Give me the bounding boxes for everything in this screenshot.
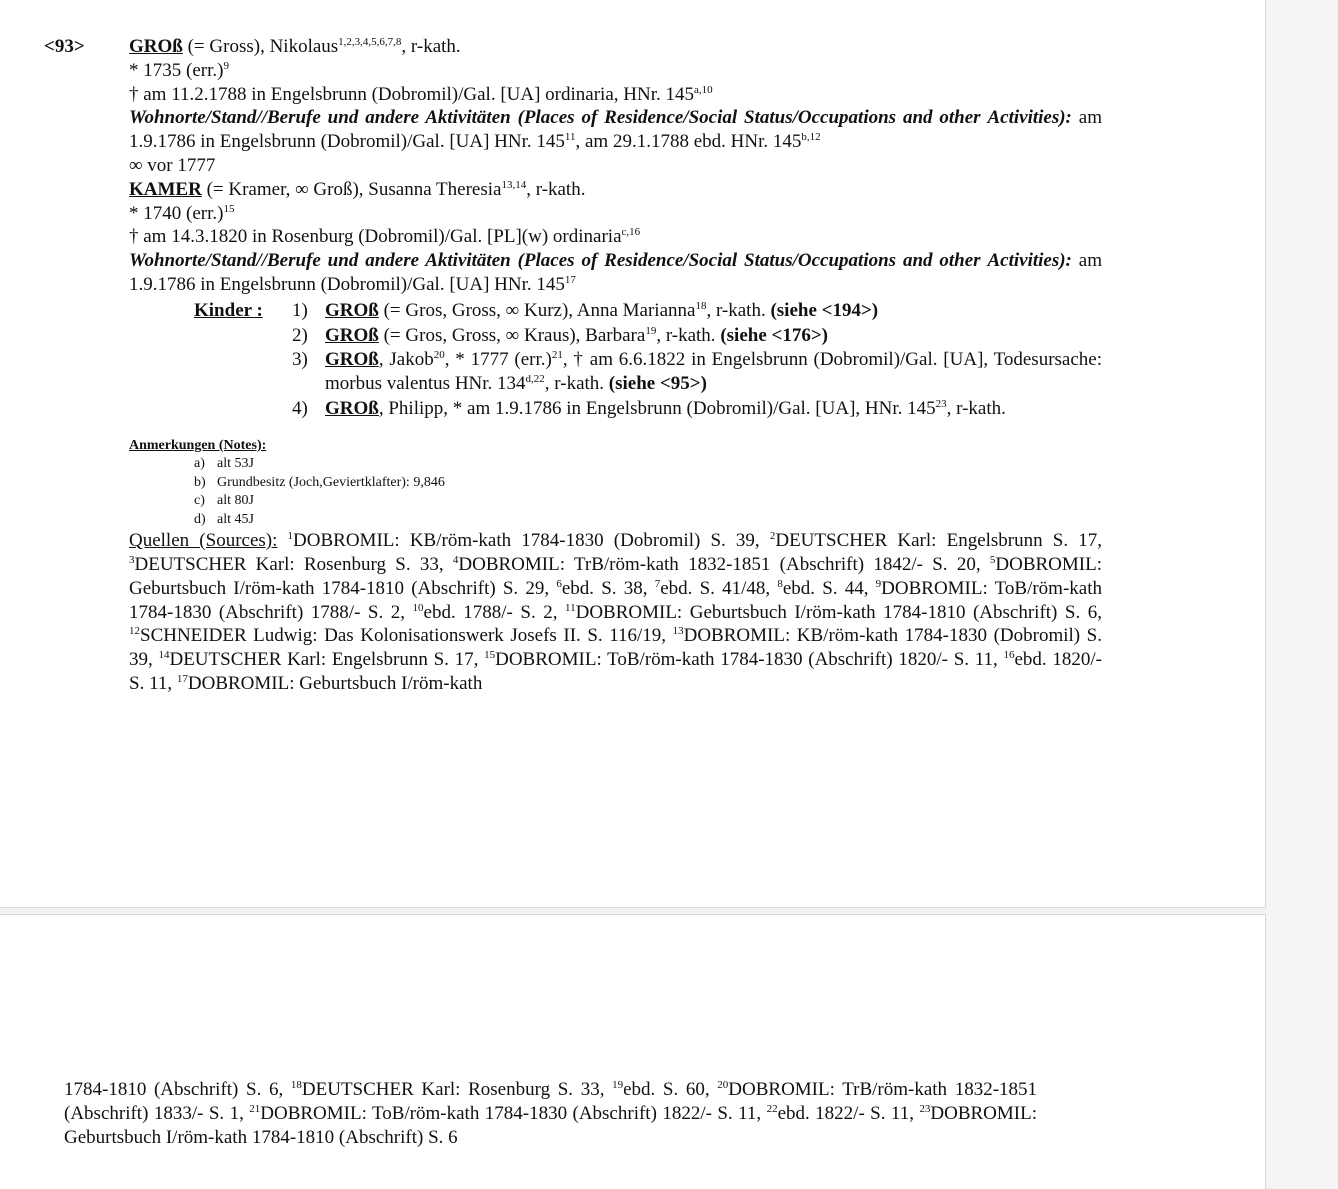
person1-birth-text: * 1735 (err.) [129, 59, 224, 81]
source-number: 19 [612, 1079, 624, 1091]
source-number: 15 [484, 649, 496, 662]
footnote-ref: 11 [564, 131, 576, 144]
person2-religion: , r-kath. [526, 178, 586, 200]
source-text: DOBROMIL: KB/röm-kath 1784-1830 (Dobromil) S. 39, [293, 530, 770, 552]
child-surname: GROß [325, 397, 379, 419]
source-number: 4 [452, 554, 459, 567]
source-number: 5 [989, 554, 996, 567]
source-number: 18 [290, 1079, 302, 1091]
person2-residence [129, 249, 1102, 297]
child-text: , † am 6.6.1822 in Engelsbrunn (Dobromil)/Gal. [UA], Todesursache: morbus valentus HNr. 134 [325, 349, 1103, 395]
source-text: ebd. 1822/- S. 11, [777, 1102, 920, 1124]
source-number: 7 [654, 577, 661, 590]
person2-death-text: † am 14.3.1820 in Rosenburg (Dobromil)/Gal. [PL](w) ordinaria [129, 226, 622, 248]
child-text: (= Gros, Gross, ∞ Kurz), Anna Marianna [378, 299, 696, 321]
person1-religion: , r-kath. [401, 36, 461, 57]
residence-heading: Wohnorte/Stand//Berufe und andere Aktivitäten (Places of Residence/Social Status/Occupations and other [129, 107, 981, 129]
footnote-ref: d,22 [525, 373, 545, 386]
notes-section [129, 437, 1102, 530]
person1-death-text: † am 11.2.1788 in Engelsbrunn (Dobromil)/Gal. [UA] ordinaria, HNr. 145 [129, 83, 694, 105]
cross-reference: (siehe <194>) [770, 299, 879, 321]
source-number: 16 [1003, 649, 1015, 662]
source-text: SCHNEIDER Ludwig: Das Kolonisationswerk Josefs II. S. 116/19, [140, 625, 673, 647]
person1-residence [129, 106, 1102, 154]
footnote-ref: 13,14 [501, 178, 527, 191]
residence-text: , am 29.1.1788 ebd. HNr. 145 [575, 131, 802, 153]
footnote-ref: a,10 [693, 83, 713, 96]
source-text: DOBROMIL: ToB/röm-kath 1784-1830 (Abschrift) 1788/- S. 2, [129, 577, 1103, 623]
child-number: 3) [292, 349, 308, 371]
source-number: 14 [158, 649, 170, 662]
person2-birth [129, 202, 1102, 226]
child-number: 2) [292, 324, 308, 346]
residence-heading: Wohnorte/Stand//Berufe und andere Aktivitäten (Places of Residence/Social Status/Occupations and other [129, 250, 981, 272]
source-number: 13 [672, 625, 684, 638]
source-text: DEUTSCHER Karl: Rosenburg S. 33, [134, 554, 453, 576]
child-entry [129, 397, 1102, 421]
note-item [129, 492, 1102, 511]
note-item [129, 474, 1102, 493]
source-number: 10 [412, 601, 424, 614]
source-text: ebd. S. 38, [561, 577, 655, 599]
note-label: d) [194, 511, 206, 527]
child-number: 1) [292, 299, 308, 321]
source-text: DOBROMIL: TrB/röm-kath 1832-1851 (Abschrift) 1833/- S. 1, [64, 1079, 1038, 1124]
source-text: DOBROMIL: KB/röm-kath 1784-1830 (Dobromil) S. 39, [129, 625, 1102, 671]
note-item [129, 511, 1102, 530]
source-number: 2 [769, 530, 776, 543]
person2-surname: KAMER [129, 178, 202, 200]
side-panel [1266, 0, 1338, 1188]
footnote-ref: 15 [223, 202, 235, 215]
source-text: DOBROMIL: Geburtsbuch I/röm-kath 1784-1810 (Abschrift) S. 29, [129, 554, 1102, 599]
note-text: alt 45J [217, 511, 254, 527]
person1-birth [129, 59, 1102, 83]
source-number: 9 [875, 577, 882, 590]
source-number: 22 [766, 1102, 778, 1115]
footnote-ref: 18 [695, 299, 707, 312]
person2-death [129, 225, 1102, 249]
sources-label: Quellen (Sources): [129, 530, 278, 552]
person2-birth-text: * 1740 (err.) [129, 202, 224, 224]
residence-heading-end: Activities): [987, 107, 1072, 129]
child-text: , r-kath. [946, 397, 1006, 419]
person1-surname: GROß [129, 36, 183, 57]
cross-reference: (siehe <95>) [608, 373, 707, 395]
child-surname: GROß [325, 349, 379, 371]
child-entry [129, 348, 1102, 396]
source-text: DOBROMIL: ToB/röm-kath 1784-1830 (Abschrift) 1822/- S. 11, [260, 1102, 767, 1124]
residence-text: am 1.9.1786 in Engelsbrunn (Dobromil)/Gal. [UA] HNr. 145 [129, 250, 1102, 295]
source-number: 12 [129, 625, 140, 638]
child-entry [129, 299, 1102, 323]
note-text: Grundbesitz (Joch,Geviertklafter): 9,846 [217, 474, 445, 490]
record-id: <93> [44, 36, 85, 57]
source-text: ebd. 1820/- S. 11, [129, 649, 1103, 695]
residence-text: am 1.9.1786 in Engelsbrunn (Dobromil)/Gal. [UA] HNr. 145 [129, 107, 1102, 153]
children-label: Kinder : [194, 299, 263, 321]
source-number: 6 [556, 577, 562, 590]
source-text: ebd. S. 41/48, [660, 577, 778, 599]
source-number: 11 [565, 601, 576, 614]
child-text: , * 1777 (err.) [444, 349, 552, 371]
source-text: DOBROMIL: Geburtsbuch I/röm-kath [187, 673, 483, 695]
residence-heading-end: Activities): [987, 250, 1072, 272]
note-label: b) [194, 474, 206, 490]
footnote-ref: 20 [433, 349, 445, 362]
source-text: DEUTSCHER Karl: Engelsbrunn S. 17, [169, 649, 485, 671]
child-surname: GROß [325, 299, 379, 321]
footnote-ref: c,16 [621, 226, 641, 239]
notes-title: Anmerkungen (Notes): [129, 437, 267, 453]
source-number: 21 [249, 1102, 261, 1115]
source-text: DOBROMIL: ToB/röm-kath 1784-1830 (Abschrift) 1820/- S. 11, [495, 649, 1004, 671]
note-label: a) [194, 456, 205, 472]
marriage: ∞ vor 1777 [129, 154, 216, 176]
footnote-ref: 1,2,3,4,5,6,7,8 [338, 36, 402, 48]
child-number: 4) [292, 397, 308, 419]
person1-given-names: (= Gross), Nikolaus [182, 36, 339, 57]
footnote-ref: 19 [645, 324, 657, 337]
source-text: DOBROMIL: TrB/röm-kath 1832-1851 (Abschrift) 1842/- S. 20, [458, 554, 990, 576]
note-text: alt 53J [217, 456, 254, 472]
source-number: 23 [919, 1102, 931, 1115]
person2-name-line [129, 178, 1102, 202]
sources-page1 [129, 529, 1102, 696]
child-text: , r-kath. [544, 373, 609, 395]
source-number: 3 [129, 554, 135, 567]
record-body [129, 35, 1102, 696]
source-text: DOBROMIL: Geburtsbuch I/röm-kath 1784-1810 (Abschrift) S. 6 [64, 1102, 1038, 1148]
cross-reference: (siehe <176>) [720, 324, 828, 346]
child-text: , Jakob [378, 349, 434, 371]
note-label: c) [194, 493, 205, 509]
source-text: ebd. S. 44, [782, 577, 876, 599]
footnote-ref: 9 [223, 59, 229, 72]
child-text: , Philipp, * am 1.9.1786 in Engelsbrunn (Dobromil)/Gal. [UA], HNr. 145 [378, 397, 936, 419]
sources-continuation: 1784-1810 (Abschrift) S. 6, [64, 1079, 291, 1100]
person1-name-line [129, 35, 1102, 59]
footnote-ref: b,12 [801, 131, 821, 144]
source-text: ebd. 1788/- S. 2, [423, 601, 565, 623]
child-text: (= Gros, Gross, ∞ Kraus), Barbara [378, 324, 646, 346]
children-list [129, 299, 1102, 421]
child-surname: GROß [325, 324, 379, 346]
source-text: DEUTSCHER Karl: Rosenburg S. 33, [301, 1079, 613, 1100]
child-entry [129, 324, 1102, 348]
source-number: 17 [176, 673, 188, 686]
person1-death [129, 83, 1102, 107]
child-text: , r-kath. [706, 299, 771, 321]
source-text: DOBROMIL: Geburtsbuch I/röm-kath 1784-1810 (Abschrift) S. 6, [575, 601, 1102, 623]
person2-given-names: (= Kramer, ∞ Groß), Susanna Theresia [201, 178, 502, 200]
source-number: 1 [287, 530, 294, 543]
footnote-ref: 21 [551, 349, 563, 362]
footnote-ref: 23 [935, 397, 947, 410]
source-text: DEUTSCHER Karl: Engelsbrunn S. 17, [775, 530, 1102, 552]
source-text: ebd. S. 60, [623, 1079, 718, 1100]
source-number: 8 [777, 577, 783, 590]
note-text: alt 80J [217, 493, 254, 509]
footnote-ref: 17 [564, 273, 576, 286]
child-text: , r-kath. [656, 324, 721, 346]
note-item [129, 455, 1102, 474]
sources-page2 [64, 1078, 1037, 1149]
source-number: 20 [717, 1079, 729, 1091]
